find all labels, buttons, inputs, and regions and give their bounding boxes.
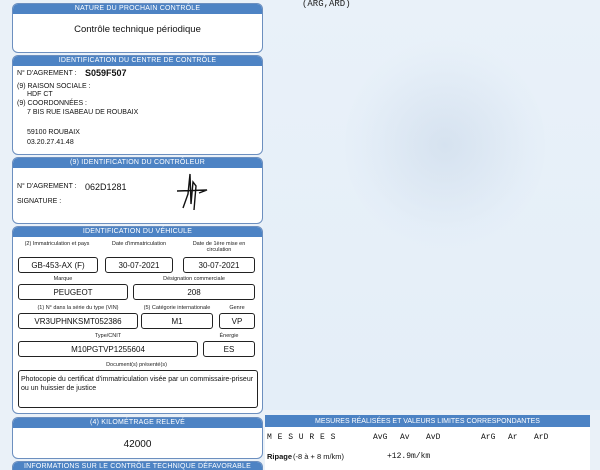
- next-control-title: NATURE DU PROCHAIN CONTRÔLE: [13, 4, 262, 14]
- energie-value: ES: [203, 341, 255, 357]
- header-code: (ARG,ARD): [302, 0, 351, 9]
- controleur-title: (9) IDENTIFICATION DU CONTRÔLEUR: [13, 158, 262, 168]
- vehicule-box: [12, 226, 263, 414]
- controleur-agrement-label: N° D'AGREMENT :: [17, 183, 77, 190]
- controleur-agrement-value: 062D1281: [85, 182, 127, 192]
- col-ar: Ar: [508, 433, 518, 442]
- col-avd: AvD: [426, 433, 441, 442]
- centre-title: IDENTIFICATION DU CENTRE DE CONTRÔLE: [13, 56, 262, 66]
- categorie-caption: (5) Catégorie internationale: [143, 305, 211, 311]
- signature-label: SIGNATURE :: [17, 198, 62, 205]
- documents-value: Photocopie du certificat d'immatriculation visée par un commissaire-priseur ou un huissier de justice: [18, 370, 258, 408]
- designation-caption: Désignation commerciale: [163, 276, 225, 282]
- col-av: Av: [400, 433, 410, 442]
- address-line2: 59100 ROUBAIX: [27, 129, 80, 136]
- ripage-label: Ripage: [267, 452, 293, 461]
- kilometrage-box: [12, 417, 263, 459]
- coordonnees-label: (9) COORDONNÉES :: [17, 100, 88, 107]
- col-arg: ArG: [481, 433, 496, 442]
- signature-image: [163, 164, 218, 214]
- date-immat-value: 30-07-2021: [105, 257, 173, 273]
- centre-agrement-label: N° D'AGREMENT :: [17, 70, 77, 77]
- next-control-box: [12, 3, 263, 53]
- mesures-title: MESURES RÉALISÉES ET VALEURS LIMITES CORRESPONDANTES: [265, 416, 590, 427]
- genre-caption: Genre: [229, 305, 245, 311]
- ripage-value: +12.9m/km: [387, 452, 431, 461]
- vin-caption: (1) N° dans la série du type (VIN): [37, 305, 119, 311]
- raison-sociale-value: HDF CT: [27, 91, 53, 98]
- date-first-caption: Date de 1ère mise en circulation: [192, 241, 246, 253]
- vin-value: VR3UPHNKSMT052386: [18, 313, 138, 329]
- designation-value: 208: [133, 284, 255, 300]
- ripage-limit: (-8 à + 8 m/km): [293, 452, 345, 461]
- date-first-value: 30-07-2021: [183, 257, 255, 273]
- immat-value: GB-453-AX (F): [18, 257, 98, 273]
- genre-value: VP: [219, 313, 255, 329]
- kilometrage-title: (4) KILOMÉTRAGE RELEVÉ: [13, 418, 262, 428]
- vehicule-title: IDENTIFICATION DU VÉHICULE: [13, 227, 262, 237]
- col-ard: ArD: [534, 433, 549, 442]
- mesures-panel: [265, 415, 590, 470]
- col-avg: AvG: [373, 433, 388, 442]
- informations-box: [12, 461, 263, 470]
- kilometrage-value: 42000: [123, 439, 152, 450]
- raison-sociale-label: (9) RAISON SOCIALE :: [17, 83, 91, 90]
- type-caption: Type/CNIT: [94, 333, 122, 339]
- categorie-value: M1: [141, 313, 213, 329]
- next-control-value: Contrôle technique périodique: [74, 24, 201, 35]
- documents-caption: Document(s) présenté(s): [106, 362, 167, 368]
- energie-caption: Énergie: [219, 333, 239, 339]
- address-line1: 7 BIS RUE ISABEAU DE ROUBAIX: [27, 109, 139, 116]
- centre-agrement-value: S059F507: [85, 68, 127, 78]
- type-value: M10PGTVP1255604: [18, 341, 198, 357]
- mesures-header-label: M E S U R E S: [267, 433, 336, 442]
- date-immat-caption: Date d'immatriculation: [111, 241, 167, 247]
- marque-value: PEUGEOT: [18, 284, 128, 300]
- informations-title: INFORMATIONS SUR LE CONTRÔLE TECHNIQUE DÉFAVORABLE: [13, 462, 262, 470]
- controleur-box: [12, 157, 263, 224]
- watermark-seal: [345, 40, 545, 250]
- immat-caption: (2) Immatriculation et pays: [24, 241, 90, 247]
- marque-caption: Marque: [53, 276, 73, 282]
- centre-box: [12, 55, 263, 155]
- centre-phone: 03.20.27.41.48: [27, 139, 74, 146]
